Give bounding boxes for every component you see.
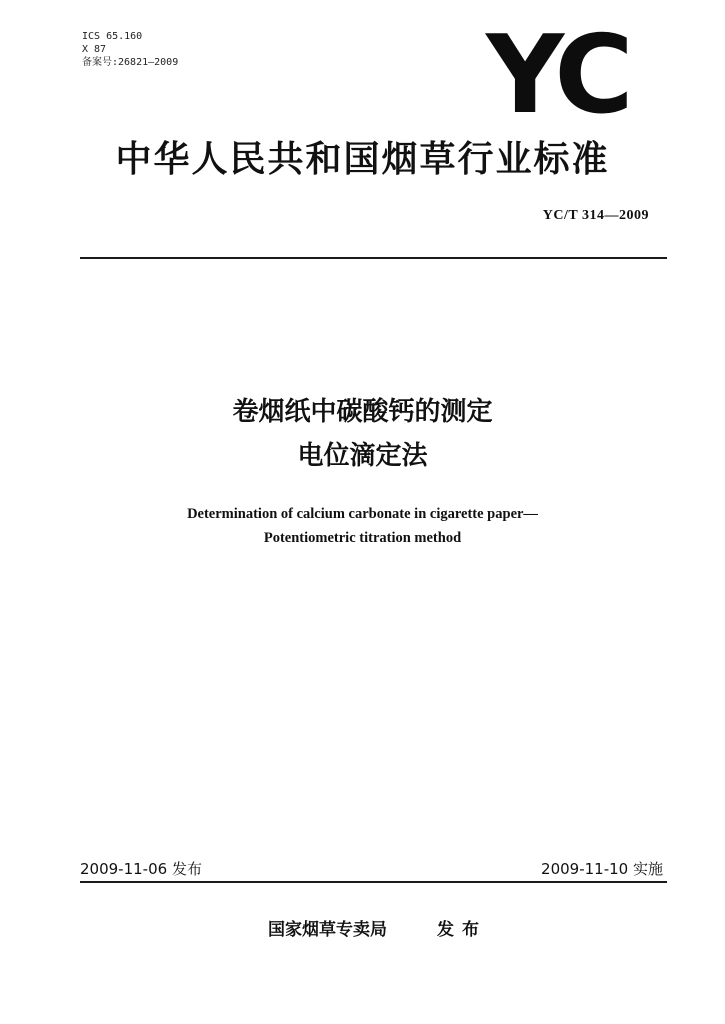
effective-date: 2009-11-10 实施	[541, 860, 663, 878]
yc-logo: YC	[486, 13, 628, 138]
document-title-cn-line2: 电位滴定法	[297, 441, 428, 471]
document-title-en-line2: Potentiometric titration method	[263, 530, 462, 546]
top-divider	[80, 257, 667, 259]
document-title-en	[0, 502, 725, 550]
class-code: X 87	[82, 44, 107, 55]
issuer-action: 发布	[437, 920, 487, 940]
issuer-name: 国家烟草专卖局	[268, 920, 387, 940]
issue-date: 2009-11-06 发布	[80, 860, 202, 878]
document-title-cn	[0, 390, 725, 478]
bottom-divider	[80, 881, 667, 883]
standard-title: 中华人民共和国烟草行业标准	[115, 139, 610, 180]
document-title-en-line1: Determination of calcium carbonate in cigarette paper—	[187, 506, 538, 522]
classification-block	[82, 30, 178, 69]
document-title-cn-line1: 卷烟纸中碳酸钙的测定	[232, 397, 493, 427]
standard-number: YC/T 314—2009	[542, 208, 649, 223]
ics-code: ICS 65.160	[82, 31, 143, 42]
filing-number: 备案号:26821—2009	[82, 57, 179, 68]
